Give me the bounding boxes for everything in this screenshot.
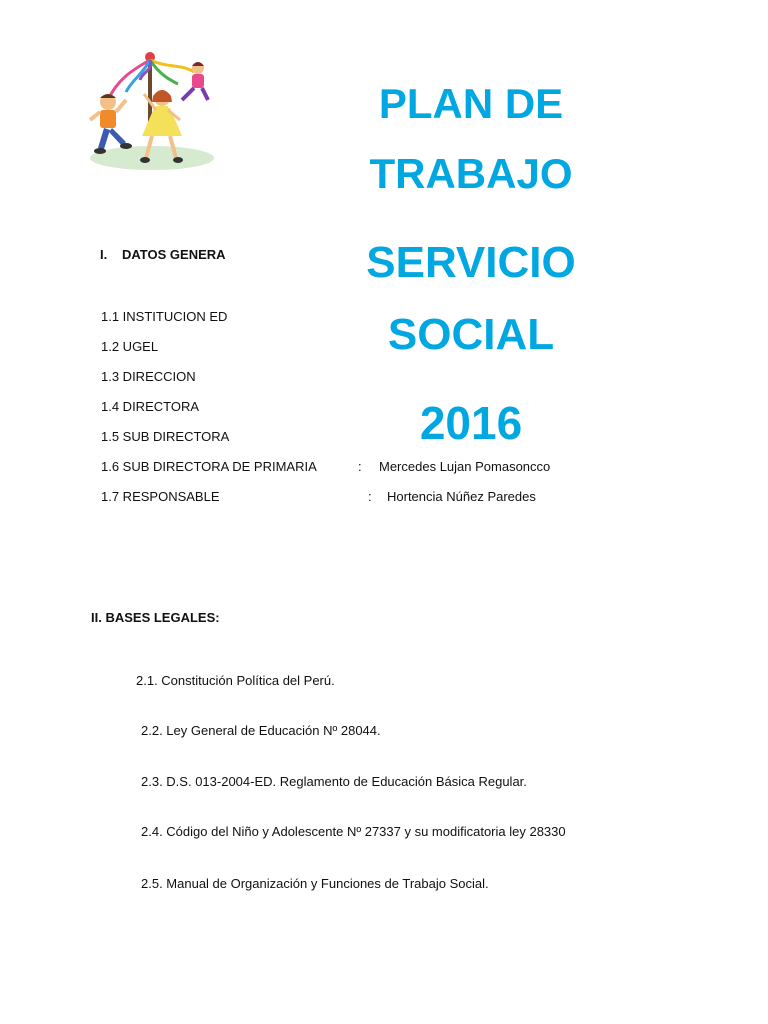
item-1-3 bbox=[101, 369, 240, 387]
title-line-5: 2016 bbox=[419, 397, 523, 449]
item-1-4 bbox=[101, 399, 240, 417]
title-line-4: SOCIAL bbox=[387, 310, 555, 359]
law-item-2-2: 2.2. Ley General de Educación Nº 28044. bbox=[141, 723, 381, 738]
section2-heading: II. BASES LEGALES: bbox=[91, 610, 220, 625]
item-label: 1.4 DIRECTORA bbox=[101, 399, 200, 414]
title-line-2: TRABAJO bbox=[369, 150, 573, 197]
children-maypole-illustration bbox=[82, 50, 214, 174]
item-1-6-value: Mercedes Lujan Pomasoncco bbox=[379, 459, 551, 474]
item-1-6-separator: : bbox=[358, 459, 362, 474]
section1-number: I. bbox=[100, 247, 108, 262]
item-label: 1.2 UGEL bbox=[101, 339, 159, 354]
item-1-7-value: Hortencia Núñez Paredes bbox=[387, 489, 536, 504]
item-1-7-separator: : bbox=[368, 489, 372, 504]
item-label: 1.1 INSTITUCION ED bbox=[101, 309, 228, 324]
law-item-2-3: 2.3. D.S. 013-2004-ED. Reglamento de Educación Básica Regular. bbox=[141, 774, 527, 789]
title-line-3: SERVICIO bbox=[366, 238, 576, 287]
law-item-2-5: 2.5. Manual de Organización y Funciones de Trabajo Social. bbox=[141, 876, 489, 891]
item-1-1 bbox=[101, 309, 240, 327]
section1-title: DATOS GENERA bbox=[122, 247, 226, 262]
law-item-2-1: 2.1. Constitución Política del Perú. bbox=[136, 673, 335, 688]
title-line-1: PLAN DE bbox=[378, 80, 564, 127]
item-label: 1.3 DIRECCION bbox=[101, 369, 196, 384]
item-1-2 bbox=[101, 339, 240, 357]
item-label: 1.5 SUB DIRECTORA bbox=[101, 429, 230, 444]
section1-heading bbox=[100, 247, 240, 265]
item-1-5 bbox=[101, 429, 240, 447]
law-item-2-4: 2.4. Código del Niño y Adolescente Nº 27337 y su modificatoria ley 28330 bbox=[141, 824, 566, 839]
item-1-6-label: 1.6 SUB DIRECTORA DE PRIMARIA bbox=[101, 459, 317, 474]
item-1-7-label: 1.7 RESPONSABLE bbox=[101, 489, 220, 504]
